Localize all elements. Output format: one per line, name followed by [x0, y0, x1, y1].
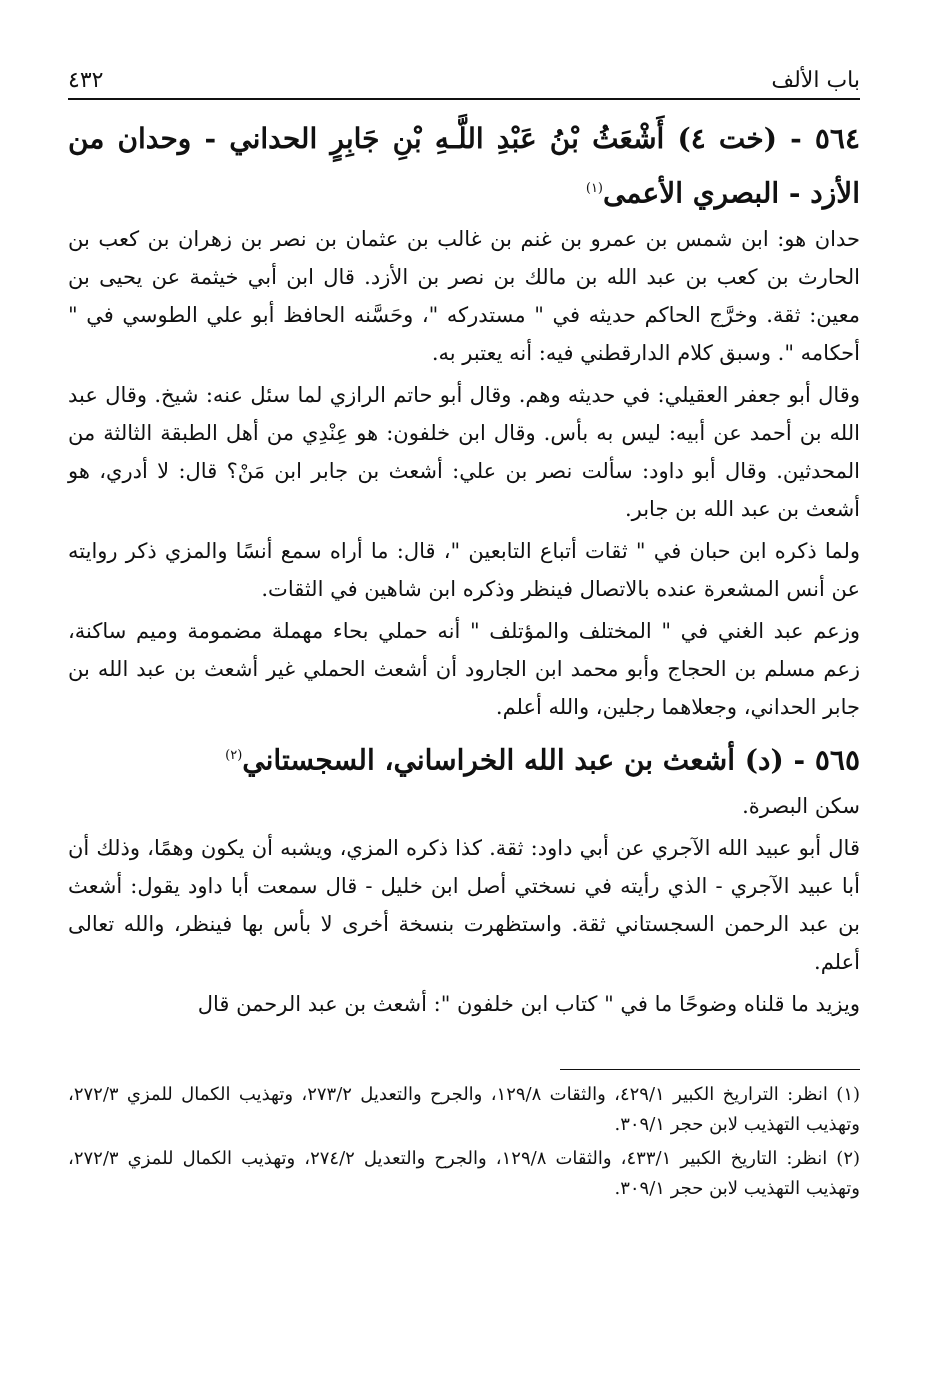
page-number: ٤٣٢	[68, 68, 104, 93]
entry-564-paragraph-4: وزعم عبد الغني في " المختلف والمؤتلف " أنه حملي بحاء مهملة مضمومة وميم ساكنة، زعم مسلم بن الحجاج وأبو محمد ابن الجارود أن أشعث الحملي غير أشعث بن عبد الله بن جابر الحداني، وجعلاهما رجلين، والله أعلم.	[68, 619, 860, 720]
entry-564-paragraph-2: وقال أبو جعفر العقيلي: في حديثه وهم. وقال أبو حاتم الرازي لما سئل عنه: شيخ. وقال عبد الله بن أحمد عن أبيه: ليس به بأس. وقال ابن خلفون: هو عِنْدِي من أهل الطبقة الثالثة من المحدثين. وقال أبو داود: سألت نصر بن علي: أشعث بن جابر ابن مَنْ؟ قال: لا أدري، هو أشعث بن عبد الله بن جابر.	[68, 383, 860, 522]
running-title: باب الألف	[771, 68, 860, 93]
entry-564-paragraph-1: حدان هو: ابن شمس بن عمرو بن غنم بن غالب بن عثمان بن نصر بن زهران بن كعب بن الحارث بن كعب بن عبد الله بن مالك بن نصر بن الأزد. قال ابن أبي خيثمة عن يحيى بن معين: ثقة. وخرَّج الحاكم حديثه في " مستدركه "، وحَسَّنه الحافظ أبو علي الطوسي في " أحكامه ". وسبق كلام الدارقطني فيه: أنه يعتبر به.	[68, 227, 860, 366]
footnote-ref-2: (٢)	[225, 748, 243, 764]
footnote-1: (١) انظر: التراريخ الكبير ٤٢٩/١، والثقات ١٢٩/٨، والجرح والتعديل ٢٧٣/٢، وتهذيب الكمال للمزي ٢٧٢/٣، وتهذيب التهذيب لابن حجر ٣٠٩/١.	[68, 1083, 861, 1135]
book-page	[68, 48, 860, 1348]
entry-565-paragraph-3: ويزيد ما قلناه وضوحًا ما في " كتاب ابن خلفون ": أشعث بن عبد الرحمن قال	[197, 991, 860, 1016]
footnote-2: (٢) انظر: التاريخ الكبير ٤٣٣/١، والثقات ١٢٩/٨، والجرح والتعديل ٢٧٤/٢، وتهذيب الكمال للمزي ٢٧٢/٣، وتهذيب التهذيب لابن حجر ٣٠٩/١.	[68, 1147, 861, 1199]
entry-564-paragraph-3: ولما ذكره ابن حبان في " ثقات أتباع التابعين "، قال: ما أراه سمع أنسًا والمزي ذكر روايته عن أنس المشعرة عنده بالاتصال فينظر وذكره ابن شاهين في الثقات.	[68, 539, 860, 602]
entry-565-heading: ٥٦٥ - (د) أشعث بن عبد الله الخراساني، السجستاني	[242, 743, 860, 777]
entry-564-title	[68, 114, 860, 218]
page-header	[68, 48, 860, 100]
entry-565-paragraph-1: سكن البصرة.	[742, 793, 860, 818]
footnote-separator	[560, 1069, 860, 1070]
footnote-ref-1: (١)	[585, 181, 603, 196]
entry-565-paragraph-2: قال أبو عبيد الله الآجري عن أبي داود: ثقة. كذا ذكره المزي، ويشبه أن يكون وهمًا، وذلك أن أبا عبيد الآجري - الذي رأيته في نسختي أصل ابن خليل - قال سمعت أبا داود يقول: أشعث بن عبد الرحمن السجستاني ثقة. واستظهرت بنسخة أخرى لا بأس بها فينظر، والله تعالى أعلم.	[68, 835, 860, 974]
entry-564-heading: ٥٦٤ - (خت ٤) أَشْعَثُ بْنُ عَبْدِ اللَّـهِ بْنِ جَابِرٍ الحداني - وحدان من الأزد - البصري الأعمى	[68, 122, 860, 210]
entry-565-title	[68, 732, 860, 784]
